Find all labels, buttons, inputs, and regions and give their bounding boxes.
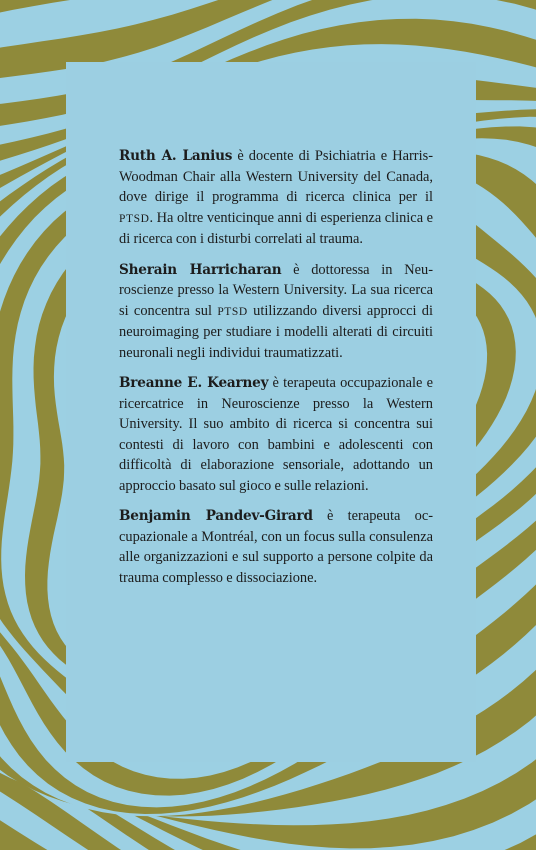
acronym: PTSD [217, 305, 248, 318]
bio-panel [66, 62, 476, 762]
acronym: PTSD [119, 212, 150, 225]
author-bio-pandev-girard [119, 506, 433, 588]
bio-text: è terapeuta occupazionale a Montréal, con un focus sulla consulenza alle organizzazioni e sul supporto a persone colpite da trauma complesso e dissociazione. [119, 508, 434, 586]
author-name: Benjamin Pandev-Girard [119, 508, 313, 524]
bio-text: . Ha oltre venticinque anni di esperienza clinica e di ricerca con i disturbi correlati al trauma. [119, 209, 433, 247]
bio-text: è dottoressa in Neuroscienze presso la Western University. La sua ricerca si concentra sul [119, 261, 433, 319]
bio-text: utilizzando diversi approcci di neuroimaging per studiare i modelli alterati di circuiti neuronali negli individui traumatizzati. [119, 302, 433, 361]
author-name: Ruth A. Lanius [119, 148, 233, 164]
author-bio-lanius [119, 146, 433, 250]
bio-text: è docente di Psichiatria e Harris-Woodman Chair alla Western University del Canada, dove dirige il programma di ricerca clinica per il [119, 148, 433, 205]
author-bio-harricharan [119, 260, 433, 364]
bio-text: è terapeuta occupazionale e ricercatrice in Neuroscienze presso la Western University. Il suo ambito di ricerca si concentra sui contesti di lavoro con bambini e adolescenti con difficoltà di elaborazione sensoriale, adottando un approccio basato sul gioco e sulle relazioni. [119, 375, 434, 494]
author-name: Breanne E. Kearney [119, 375, 269, 391]
author-bio-kearney [119, 373, 433, 496]
author-name: Sherain Harricharan [119, 261, 282, 278]
